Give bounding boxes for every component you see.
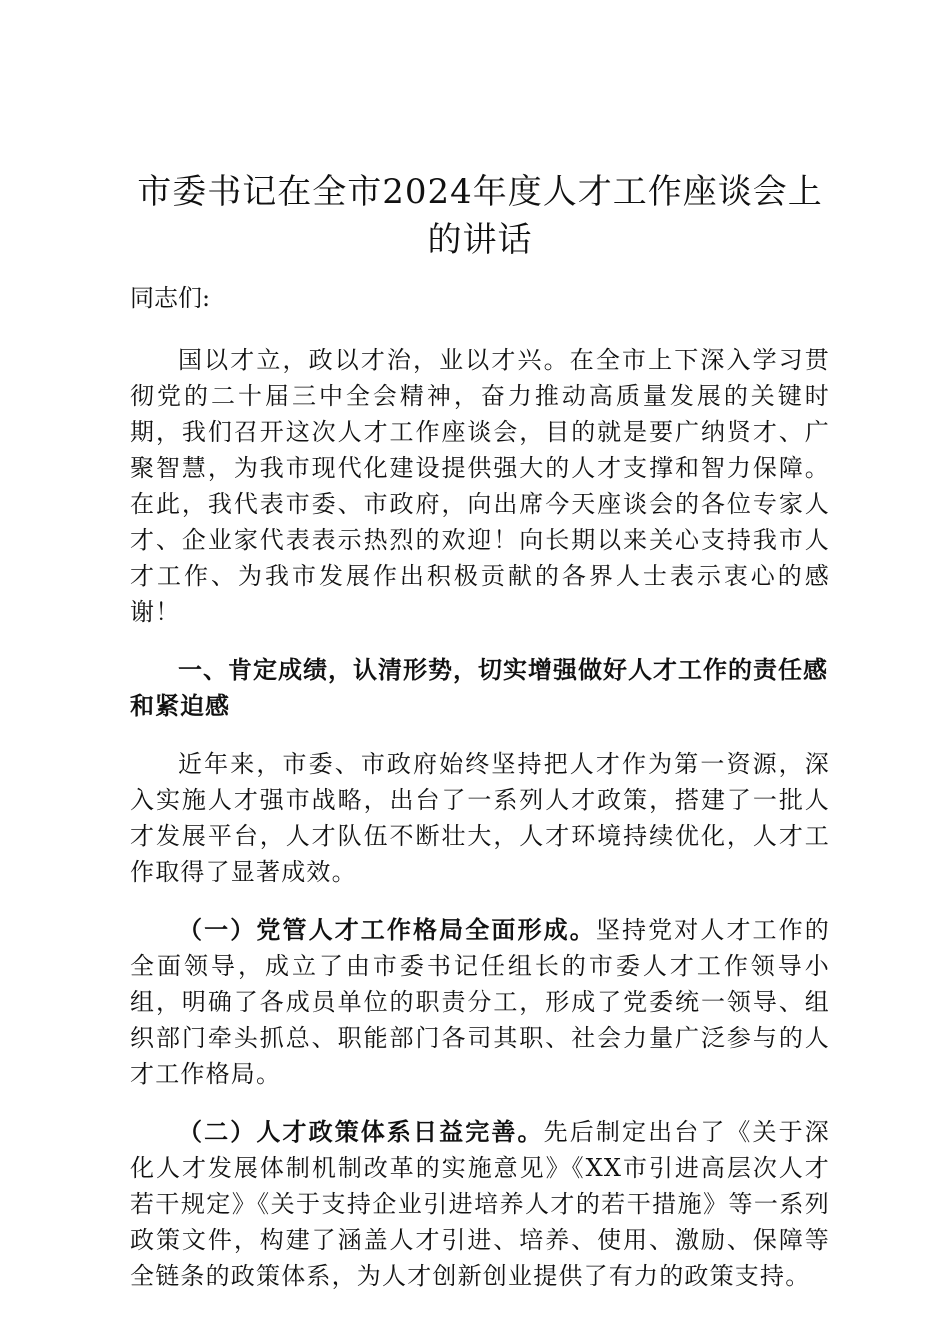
intro-paragraph: 国以才立，政以才治，业以才兴。在全市上下深入学习贯彻党的二十届三中全会精神，奋力推动高质量发展的关键时期，我们召开这次人才工作座谈会，目的就是要广纳贤才、广聚智慧，为我市现代化建设提供强大的人才支撑和智力保障。在此，我代表市委、市政府，向出席今天座谈会的各位专家人才、企业家代表表示热烈的欢迎！向长期以来关心支持我市人才工作、为我市发展作出积极贡献的各界人士表示衷心的感谢！	[130, 346, 830, 626]
document-title: 市委书记在全市2024年度人才工作座谈会上的讲话	[137, 172, 823, 260]
document-page	[130, 168, 830, 1316]
item-2-body: 先后制定出台了《关于深化人才发展体制机制改革的实施意见》《XX市引进高层次人才若干规定》《关于支持企业引进培养人才的若干措施》等一系列政策文件，构建了涵盖人才引进、培养、使用、激励、保障等全链条的政策体系，为人才创新创业提供了有力的政策支持。	[130, 1118, 830, 1290]
section-1-heading: 一、肯定成绩，认清形势，切实增强做好人才工作的责任感和紧迫感	[130, 656, 828, 720]
item-2-paragraph	[130, 1114, 830, 1294]
greeting: 同志们:	[130, 284, 211, 312]
item-2-lead: （二）人才政策体系日益完善。	[178, 1118, 544, 1146]
item-1-paragraph	[130, 912, 830, 1092]
section-1-paragraph: 近年来，市委、市政府始终坚持把人才作为第一资源，深入实施人才强市战略，出台了一系列人才政策，搭建了一批人才发展平台，人才队伍不断壮大，人才环境持续优化，人才工作取得了显著成效。	[130, 750, 830, 886]
item-1-lead: （一）党管人才工作格局全面形成。	[178, 916, 596, 944]
item-1-body: 坚持党对人才工作的全面领导，成立了由市委书记任组长的市委人才工作领导小组，明确了各成员单位的职责分工，形成了党委统一领导、组织部门牵头抓总、职能部门各司其职、社会力量广泛参与的人才工作格局。	[130, 916, 830, 1088]
